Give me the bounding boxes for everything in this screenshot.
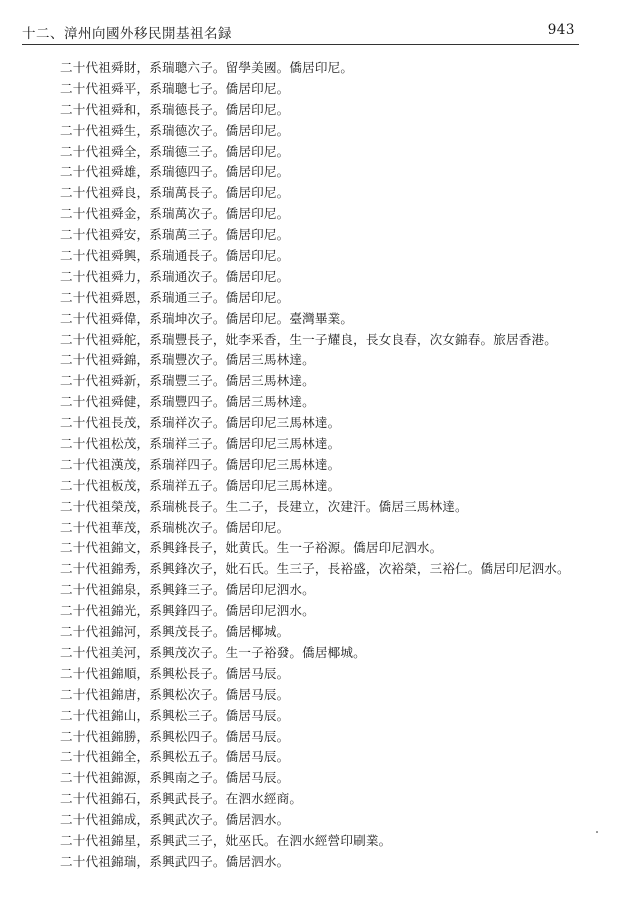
header-divider (22, 44, 579, 45)
genealogy-entry: 二十代祖舜舵，系瑞豐長子，妣李釆香，生一子耀良，長女良春，次女錦春。旅居香港。 (60, 331, 558, 347)
genealogy-entry: 二十代祖舜生，系瑞德次子。僑居印尼。 (60, 122, 290, 138)
running-header (22, 16, 577, 42)
genealogy-entry: 二十代祖舜財，系瑞聰六子。留學美國。僑居印尼。 (60, 60, 354, 75)
genealogy-entry: 二十代祖錦唐，系興松次子。僑居马辰。 (60, 686, 290, 702)
genealogy-entry: 二十代祖舜平，系瑞聰七子。僑居印尼。 (60, 80, 290, 96)
genealogy-entry: 二十代祖錦源，系興南之子。僑居马辰。 (60, 770, 290, 786)
genealogy-entry: 二十代祖漢茂，系瑞祥四子。僑居印尼三馬林達。 (60, 456, 341, 472)
genealogy-entry: 二十代祖錦河，系興茂長子。僑居椰城。 (60, 624, 290, 640)
genealogy-entry: 二十代祖舜金，系瑞萬次子。僑居印尼。 (60, 206, 290, 222)
genealogy-entry: 二十代祖華茂，系瑞桃次子。僑居印尼。 (60, 519, 290, 535)
genealogy-entry: 二十代祖舜興，系瑞通長子。僑居印尼。 (60, 248, 290, 264)
scan-speck (596, 831, 598, 833)
genealogy-entry: 二十代祖錦山，系興松三子。僑居马辰。 (60, 707, 290, 723)
genealogy-entry: 二十代祖錦瑞，系興武四子。僑居泗水。 (60, 853, 290, 869)
genealogy-entry: 二十代祖錦勝，系興松四子。僑居马辰。 (60, 728, 290, 744)
genealogy-entry: 二十代祖舜良，系瑞萬長子。僑居印尼。 (60, 185, 290, 201)
genealogy-entry: 二十代祖板茂，系瑞祥五子。僑居印尼三馬林達。 (60, 477, 341, 493)
genealogy-entry: 二十代祖長茂，系瑞祥次子。僑居印尼三馬林達。 (60, 415, 341, 431)
genealogy-entry: 二十代祖舜健，系瑞豐四子。僑居三馬林達。 (60, 394, 315, 410)
genealogy-entry: 二十代祖舜新，系瑞豐三子。僑居三馬林達。 (60, 373, 315, 389)
genealogy-entry: 二十代祖舜恩，系瑞通三子。僑居印尼。 (60, 289, 290, 305)
genealogy-entry-list (60, 58, 600, 873)
genealogy-entry: 二十代祖榮茂，系瑞桃長子。生二子，長建立，次建汗。僑居三馬林達。 (60, 498, 468, 514)
genealogy-entry: 二十代祖錦光，系興鋒四子。僑居印尼泗水。 (60, 603, 315, 619)
genealogy-entry: 二十代祖舜偉，系瑞坤次子。僑居印尼。臺灣畢業。 (60, 310, 354, 326)
page-number: 943 (547, 22, 575, 38)
genealogy-entry: 二十代祖錦石，系興武長子。在泗水經商。 (60, 791, 303, 807)
genealogy-entry: 二十代祖錦泉，系興鋒三子。僑居印尼泗水。 (60, 582, 315, 598)
genealogy-entry: 二十代祖錦秀，系興鋒次子，妣石氏。生三子，長裕盛，次裕榮，三裕仁。僑居印尼泗水。 (60, 561, 570, 577)
genealogy-entry: 二十代祖錦文，系興鋒長子，妣黄氏。生一子裕源。僑居印尼泗水。 (60, 540, 443, 556)
genealogy-entry: 二十代祖舜全，系瑞德三子。僑居印尼。 (60, 143, 290, 159)
genealogy-entry: 二十代祖美河，系興茂次子。生一子裕發。僑居椰城。 (60, 644, 366, 660)
genealogy-entry: 二十代祖舜和，系瑞德長子。僑居印尼。 (60, 101, 290, 117)
genealogy-entry: 二十代祖舜錦，系瑞豐次子。僑居三馬林達。 (60, 352, 315, 368)
genealogy-entry: 二十代祖舜安，系瑞萬三子。僑居印尼。 (60, 227, 290, 243)
genealogy-entry: 二十代祖錦成，系興武次子。僑居泗水。 (60, 812, 290, 828)
genealogy-entry: 二十代祖舜雄，系瑞德四子。僑居印尼。 (60, 164, 290, 180)
chapter-title: 十二、漳州向國外移民開基祖名録 (22, 26, 232, 42)
genealogy-entry: 二十代祖錦順，系興松長子。僑居马辰。 (60, 665, 290, 681)
genealogy-entry: 二十代祖錦星，系興武三子，妣巫氏。在泗水經營印刷業。 (60, 832, 392, 848)
genealogy-entry: 二十代祖松茂，系瑞祥三子。僑居印尼三馬林達。 (60, 436, 341, 452)
genealogy-entry: 二十代祖錦全，系興松五子。僑居马辰。 (60, 749, 290, 765)
genealogy-entry: 二十代祖舜力，系瑞通次子。僑居印尼。 (60, 268, 290, 284)
